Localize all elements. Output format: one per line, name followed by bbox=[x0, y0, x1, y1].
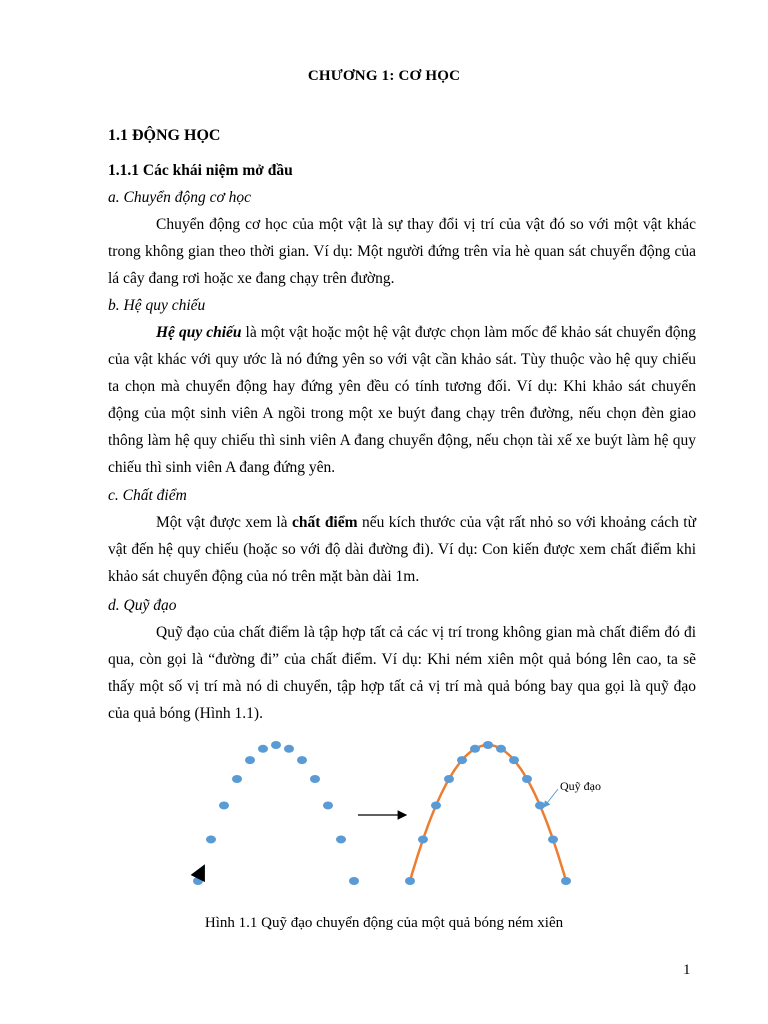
section-title: 1.1 ĐỘNG HỌC bbox=[108, 127, 221, 144]
left-ball-dot-1 bbox=[193, 877, 203, 885]
left-ball-dot-4 bbox=[232, 775, 242, 783]
heading-c: c. Chất điểm bbox=[108, 487, 187, 504]
right-ball-dot-6 bbox=[470, 745, 480, 753]
right-ball-dot-8 bbox=[496, 745, 506, 753]
right-ball-dot-11 bbox=[535, 801, 545, 809]
subsection-title: 1.1.1 Các khái niệm mở đầu bbox=[108, 162, 293, 179]
figure-caption: Hình 1.1 Quỹ đạo chuyển động của một quả bóng ném xiên bbox=[204, 915, 564, 931]
right-ball-dot-3 bbox=[431, 801, 441, 809]
right-ball-dot-2 bbox=[418, 835, 428, 843]
paragraph-c-before: Một vật được xem là bbox=[156, 514, 292, 531]
ball-positions-left bbox=[193, 741, 359, 885]
paragraph-b bbox=[108, 319, 696, 481]
left-ball-dot-9 bbox=[297, 756, 307, 764]
term-chat-diem: chất điểm bbox=[291, 514, 358, 531]
initial-velocity-arrow bbox=[198, 866, 204, 878]
left-ball-dot-7 bbox=[271, 741, 281, 749]
heading-d: d. Quỹ đạo bbox=[108, 597, 177, 614]
left-ball-dot-11 bbox=[323, 801, 333, 809]
ball-positions-right bbox=[405, 741, 571, 885]
heading-b: b. Hệ quy chiếu bbox=[108, 297, 206, 314]
left-ball-dot-10 bbox=[310, 775, 320, 783]
heading-a: a. Chuyển động cơ học bbox=[108, 189, 252, 206]
left-ball-dot-8 bbox=[284, 745, 294, 753]
trajectory-curve bbox=[410, 745, 566, 881]
left-ball-dot-5 bbox=[245, 756, 255, 764]
right-ball-dot-1 bbox=[405, 877, 415, 885]
right-ball-dot-7 bbox=[483, 741, 493, 749]
right-ball-dot-13 bbox=[561, 877, 571, 885]
trajectory-label-arrow bbox=[544, 789, 558, 807]
paragraph-c-after: nếu kích thước của vật rất nhỏ so với khoảng cách từ vật đến hệ quy chiếu (hoặc so với độ dài đường đi). Ví dụ: Con kiến được xem chất điểm khi khảo sát chuyển động của nó trên mặt bàn dài 1m. bbox=[108, 514, 697, 585]
trajectory-label: Quỹ đạo bbox=[560, 779, 601, 793]
right-ball-dot-4 bbox=[444, 775, 454, 783]
paragraph-b-text: là một vật hoặc một hệ vật được chọn làm mốc để khảo sát chuyển động của vật khác với quy ước là nó đứng yên so với vật cần khảo sát. Tùy thuộc vào hệ quy chiếu ta chọn mà chuyển động hay đứng yên đều có tính tương đối. Ví dụ: Khi khảo sát chuyển động của một sinh viên A ngồi trong một xe buýt đang chạy trên đường, nếu chọn đèn giao thông làm hệ quy chiếu thì sinh viên A đang chuyển động, nếu chọn tài xế xe buýt làm hệ quy chiếu thì sinh viên A đang đứng yên. bbox=[108, 324, 696, 476]
right-ball-dot-10 bbox=[522, 775, 532, 783]
left-ball-dot-2 bbox=[206, 835, 216, 843]
right-ball-dot-9 bbox=[509, 756, 519, 764]
right-ball-dot-12 bbox=[548, 835, 558, 843]
left-ball-dot-3 bbox=[219, 801, 229, 809]
trajectory-figure bbox=[180, 735, 660, 895]
paragraph-a: Chuyển động cơ học của một vật là sự thay đổi vị trí của vật đó so với một vật khác trong không gian theo thời gian. Ví dụ: Một người đứng trên vỉa hè quan sát chuyển động của lá cây đang rơi hoặc xe đang chạy trên đường. bbox=[108, 216, 696, 287]
left-ball-dot-6 bbox=[258, 745, 268, 753]
left-ball-dot-12 bbox=[336, 835, 346, 843]
chapter-title: CHƯƠNG 1: CƠ HỌC bbox=[307, 68, 461, 84]
left-ball-dot-13 bbox=[349, 877, 359, 885]
paragraph-c bbox=[108, 509, 696, 590]
paragraph-d: Quỹ đạo của chất điểm là tập hợp tất cả các vị trí trong không gian mà chất điểm đó đi qua, còn gọi là “đường đi” của chất điểm. Ví dụ: Khi ném xiên một quả bóng lên cao, ta sẽ thấy một số vị trí mà nó di chuyển, tập hợp tất cả vị trí mà quả bóng bay qua gọi là quỹ đạo của quả bóng (Hình 1.1). bbox=[108, 624, 696, 722]
term-he-quy-chieu: Hệ quy chiếu bbox=[156, 324, 242, 341]
page-number: 1 bbox=[683, 962, 691, 978]
right-ball-dot-5 bbox=[457, 756, 467, 764]
